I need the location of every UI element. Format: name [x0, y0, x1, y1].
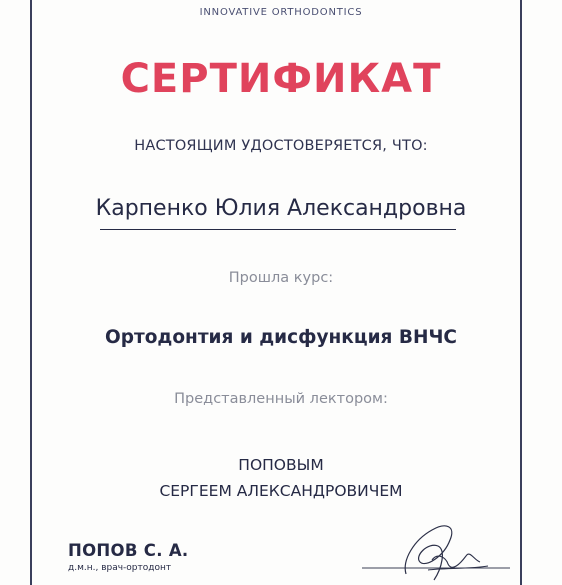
handwritten-signature	[362, 512, 512, 585]
recipient-name: Карпенко Юлия Александровна	[95, 196, 467, 221]
certify-statement: НАСТОЯЩИМ УДОСТОВЕРЯЕТСЯ, ЧТО:	[134, 138, 428, 154]
course-label: Прошла курс:	[228, 270, 334, 286]
lecturer-label: Представленный лектором:	[174, 391, 388, 407]
signatory-role: д.м.н., врач-ортодонт	[68, 563, 172, 573]
certificate-title: СЕРТИФИКАТ	[120, 56, 442, 102]
recipient-underline	[100, 229, 456, 230]
logo-subtitle: INNOVATIVE ORTHODONTICS	[199, 7, 363, 18]
signatory-name: ПОПОВ С. А.	[68, 541, 189, 560]
lecturer-surname: ПОПОВЫМ	[238, 456, 324, 474]
lecturer-name	[0, 452, 562, 504]
course-name: Ортодонтия и дисфункция ВНЧС	[105, 327, 457, 348]
lecturer-given-names: СЕРГЕЕМ АЛЕКСАНДРОВИЧЕМ	[159, 482, 403, 500]
